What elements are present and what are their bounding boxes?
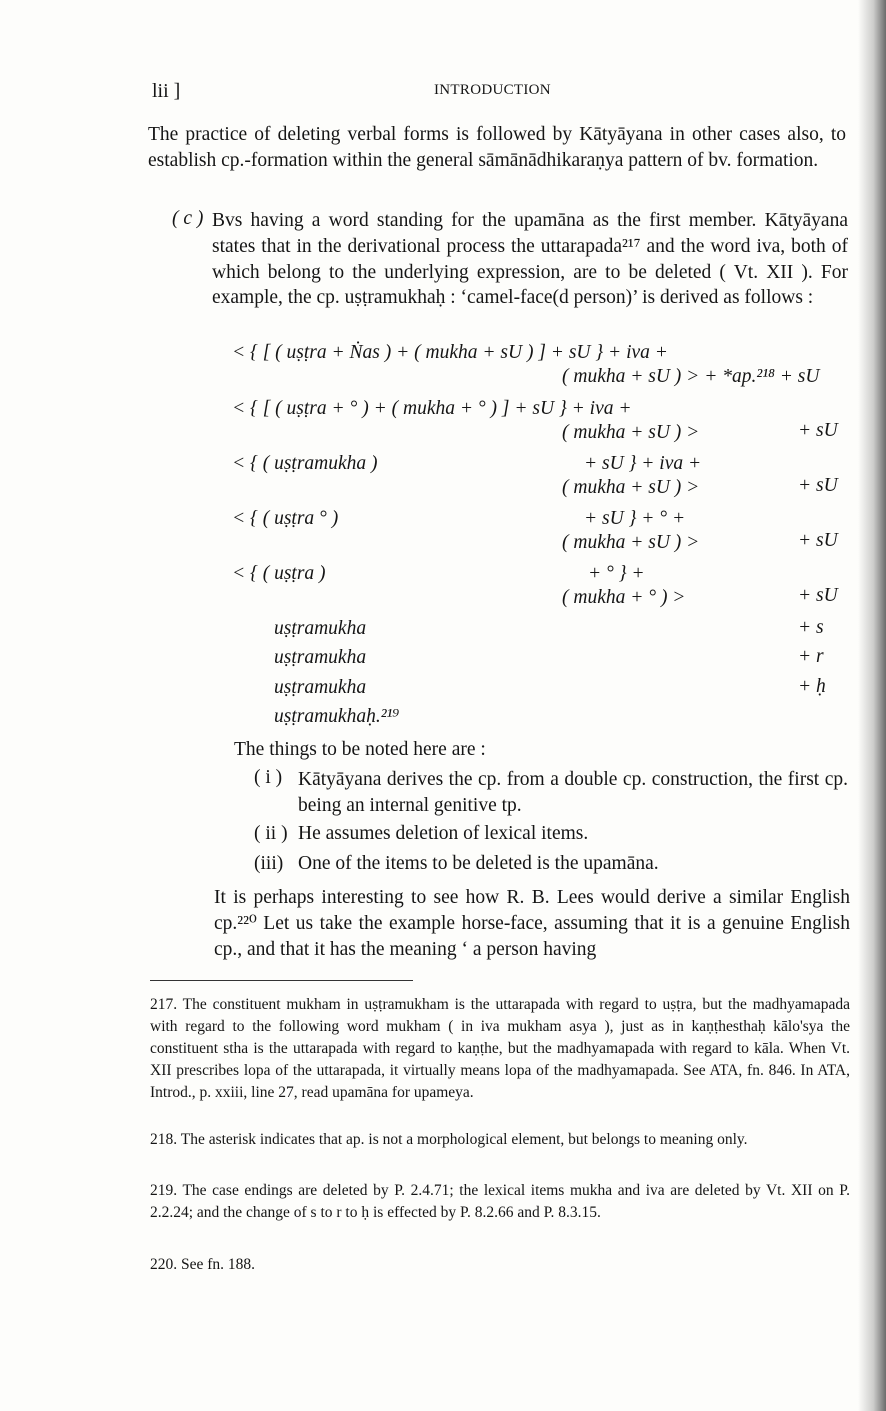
derivation-row-3-left: < { ( uṣṭramukha ) bbox=[232, 453, 378, 474]
running-head: INTRODUCTION bbox=[434, 82, 551, 98]
derivation-row-3-mid: ( mukha + sU ) > bbox=[562, 477, 700, 498]
form-3: uṣṭramukha bbox=[274, 677, 367, 698]
footnote-217-num: 217. bbox=[150, 996, 178, 1013]
derivation-row-5-midtop: + ° } + bbox=[588, 563, 645, 584]
derivation-row-5-right: + sU bbox=[798, 585, 838, 606]
noted-intro: The things to be noted here are : bbox=[234, 739, 486, 760]
derivation-row-1-left: < { [ ( uṣṭra + Ṅas ) + ( mukha + sU ) ] + sU } + iva + bbox=[232, 342, 668, 363]
footnote-220-num: 220. bbox=[150, 1256, 178, 1273]
form-2-suffix: + r bbox=[798, 646, 824, 667]
paragraph-verbal-forms: The practice of deleting verbal forms is followed by Kātyāyana in other cases also, to establish cp.-formation within the general sāmānādhikaraṇya pattern of bv. formation. bbox=[148, 124, 846, 171]
form-2: uṣṭramukha bbox=[274, 647, 367, 668]
derivation-row-2-left: < { [ ( uṣṭra + ° ) + ( mukha + ° ) ] + sU } + iva + bbox=[232, 398, 632, 419]
footnote-220-text: See fn. 188. bbox=[181, 1256, 256, 1273]
footnote-217 bbox=[150, 994, 850, 1104]
derivation-row-4-left: < { ( uṣṭra ° ) bbox=[232, 508, 339, 529]
form-4: uṣṭramukhaḥ.²¹⁹ bbox=[274, 706, 400, 727]
noted-item-1-text: Kātyāyana derives the cp. from a double cp. construction, the first cp. being an internal genitive tp. bbox=[298, 769, 848, 816]
noted-item-3-text: One of the items to be deleted is the upamāna. bbox=[298, 853, 659, 874]
footnote-219-text: The case endings are deleted by P. 2.4.71; the lexical items mukha and iva are deleted by Vt. XII on P. 2.2.24; and the change of s to r to ḥ is effected by P. 8.2.66 and P. 8.3.15. bbox=[150, 1182, 850, 1221]
footnote-218-text: The asterisk indicates that ap. is not a morphological element, but belongs to meaning only. bbox=[180, 1131, 748, 1148]
form-1-suffix: + s bbox=[798, 617, 824, 638]
footnote-219 bbox=[150, 1180, 850, 1224]
derivation-row-4-mid: ( mukha + sU ) > bbox=[562, 532, 700, 553]
form-1: uṣṭramukha bbox=[274, 618, 367, 639]
footnote-rule bbox=[150, 980, 413, 981]
footnote-220 bbox=[150, 1254, 850, 1276]
footnote-219-num: 219. bbox=[150, 1182, 178, 1199]
derivation-row-3-midtop: + sU } + iva + bbox=[584, 453, 702, 474]
noted-item-3-num: (iii) bbox=[254, 853, 284, 874]
derivation-row-3-right: + sU bbox=[798, 475, 838, 496]
noted-item-1-num: ( i ) bbox=[254, 767, 283, 788]
page-edge-shadow bbox=[858, 0, 886, 1411]
paragraph-lees: It is perhaps interesting to see how R. B. Lees would derive a similar English cp.²²⁰ Let us take the example horse-face, assuming that it is a genuine English cp., and that it has the meaning ‘ a person having bbox=[214, 887, 850, 960]
derivation-row-4-midtop: + sU } + ° + bbox=[584, 508, 686, 529]
form-3-suffix: + ḥ bbox=[798, 676, 826, 697]
noted-item-2-text: He assumes deletion of lexical items. bbox=[298, 823, 589, 844]
noted-item-2-num: ( ii ) bbox=[254, 823, 288, 844]
derivation-row-4-right: + sU bbox=[798, 530, 838, 551]
derivation-row-5-mid: ( mukha + ° ) > bbox=[562, 587, 686, 608]
derivation-row-5-left: < { ( uṣṭra ) bbox=[232, 563, 326, 584]
derivation-row-1-mid: ( mukha + sU ) > + *ap.²¹⁸ + sU bbox=[562, 366, 820, 387]
paragraph-c-label: ( c ) bbox=[172, 208, 204, 229]
footnote-218-num: 218. bbox=[150, 1131, 178, 1148]
footnote-218 bbox=[150, 1129, 850, 1151]
page-folio: lii ] bbox=[152, 80, 181, 102]
footnote-217-text: The constituent mukham in uṣṭramukham is the uttarapada with regard to uṣṭra, but the madhyamapada with regard to the following word mukham ( in iva mukham asya ), just as in kaṇṭhesthaḥ kālo'sya the constituent stha is the uttarapada with regard to kaṇṭhe, but the madhyamapada with regard to kāla. When Vt. XII prescribes lopa of the uttarapada, it virtually means lopa of the madhyamapada. See ATA, fn. 846. In ATA, Introd., p. xxiii, line 27, read upamāna for upameya. bbox=[150, 996, 850, 1101]
derivation-row-2-mid: ( mukha + sU ) > bbox=[562, 422, 700, 443]
derivation-row-2-right: + sU bbox=[798, 420, 838, 441]
paragraph-c-text: Bvs having a word standing for the upamāna as the first member. Kātyāyana states that in the derivational process the uttarapada²¹⁷ and the word iva, both of which belong to the underlying expression, are to be deleted ( Vt. XII ). For example, the cp. uṣṭramukhaḥ : ‘camel-face(d person)’ is derived as follows : bbox=[212, 210, 848, 309]
